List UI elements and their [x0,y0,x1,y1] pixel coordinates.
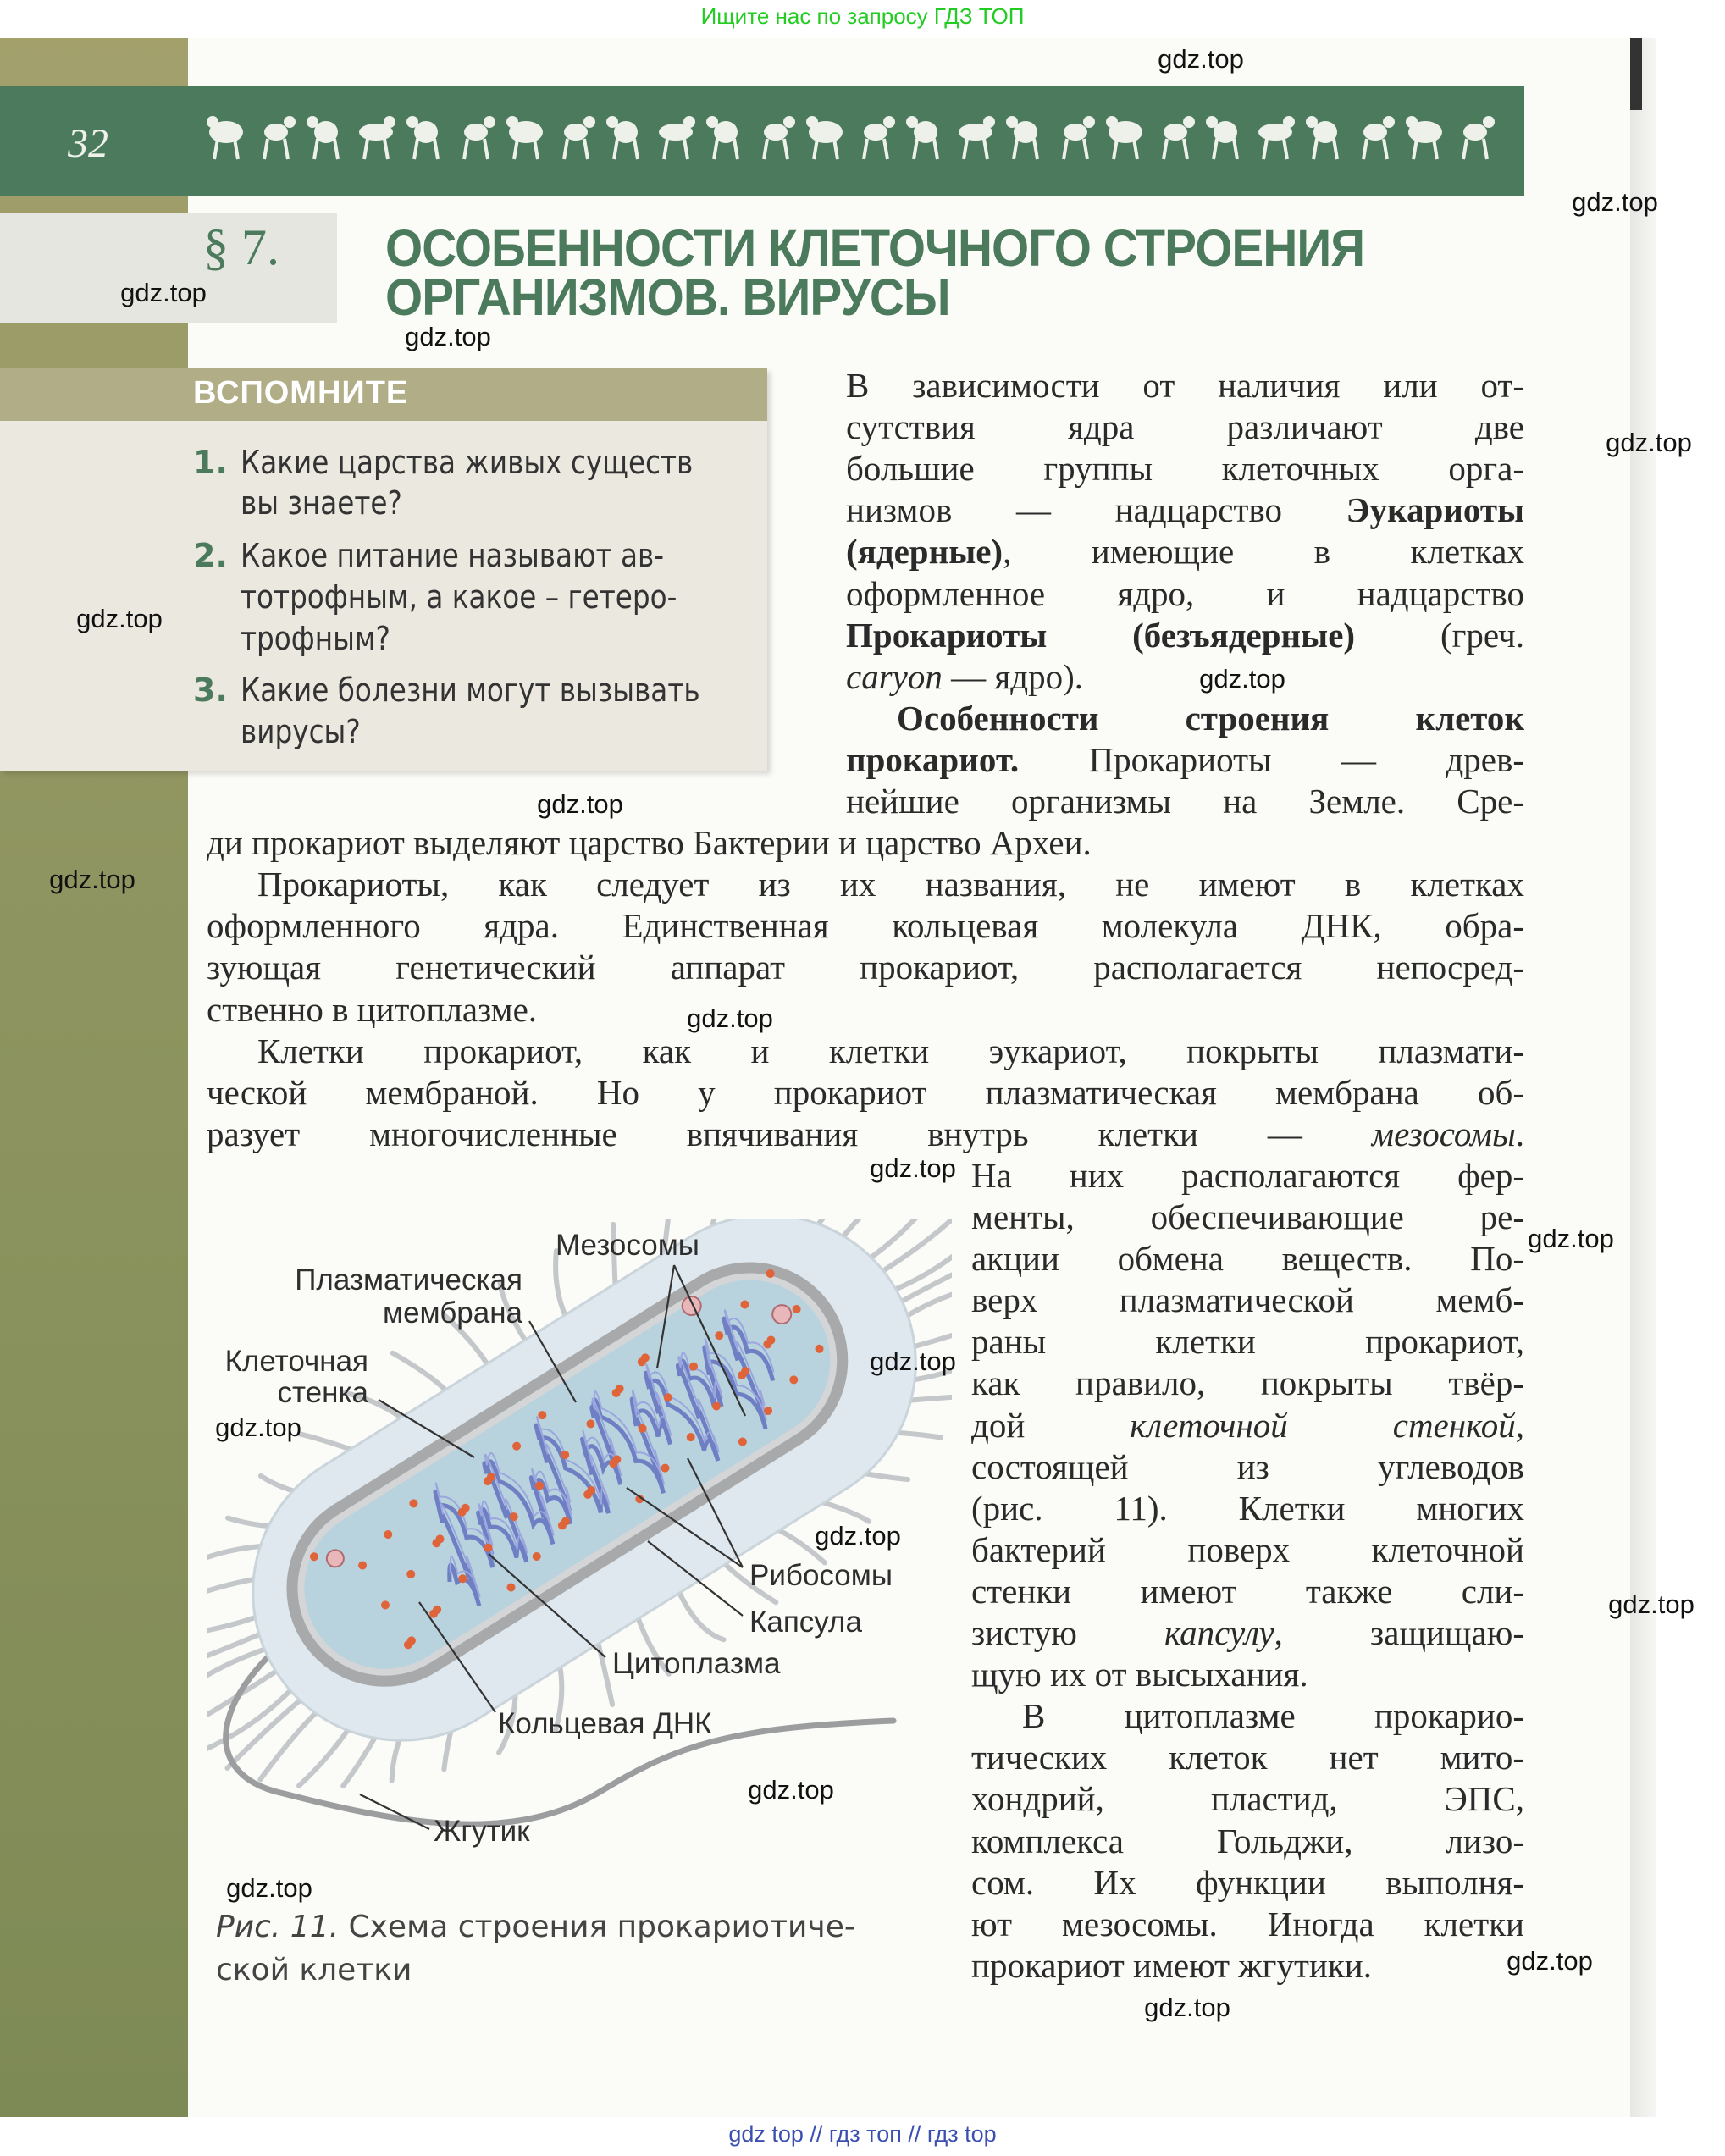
animal-legs [1164,139,1187,159]
caption-line-1: Схема строения прокариотиче- [339,1910,855,1944]
question-text: тотрофным, а какое – гетеро- [241,578,677,616]
question-text: вы знаете? [241,484,402,522]
gdz-watermark: gdz.top [1507,1946,1593,1976]
bold-term: Эукариоты [1346,490,1524,530]
animal-body [1363,124,1387,141]
gdz-watermark: gdz.top [49,865,135,894]
text-segment: хондрий, пластид, ЭПС, [971,1779,1524,1819]
text-line [971,1903,1524,1945]
animal-silhouette-icon [659,116,695,159]
page-margin-strip [0,38,188,2117]
text-line [207,1113,1524,1155]
section-title-line-2: ОРГАНИЗМОВ. ВИРУСЫ [385,268,950,326]
text-line [971,1404,1524,1446]
animal-head [1383,116,1395,128]
animal-head [1006,116,1018,128]
question-number: 1. [193,444,228,481]
text-segment: сом. Их функции выполня- [971,1862,1524,1902]
section-title-line-1: ОСОБЕННОСТИ КЛЕТОЧНОГО СТРОЕНИЯ [385,219,1365,277]
text-line [846,614,1524,656]
animal-head [1106,116,1118,128]
animal-head [706,116,718,128]
text-segment: , защищаю- [1274,1613,1524,1652]
gdz-watermark: gdz.top [1528,1224,1614,1253]
search-hint-banner: Ищите нас по запросу ГДЗ ТОП [700,3,1025,29]
text-line [207,821,1524,864]
text-line [971,1653,1524,1695]
text-line [846,780,1524,822]
label-plasma-membrane-1: Плазматическая [295,1263,522,1296]
text-line [846,364,1524,406]
animal-silhouette-icon [1206,116,1237,159]
text-line [971,1861,1524,1904]
figure-caption [216,1905,915,1992]
animal-silhouette-icon [359,116,395,159]
text-segment: Прокариоты, как следует из их названия, не имеют в клетках [257,865,1524,904]
gdz-watermark: gdz.top [1199,664,1285,694]
page-edge-bar [1630,38,1642,110]
text-line [846,447,1524,489]
animal-head [1483,116,1495,128]
animal-body [1463,124,1487,141]
text-segment: оформленного ядра. Единственная кольцевая молекула ДНК, обра- [207,906,1524,946]
text-segment: зистую [971,1613,1164,1652]
animal-head [506,116,518,128]
text-line [846,530,1524,572]
animal-silhouette-icon [1064,116,1095,159]
animal-body [764,124,788,141]
italic-term: caryon [846,656,943,696]
label-cell-wall-1: Клеточная [224,1345,368,1378]
text-segment: зующая генетический аппарат прокариот, располагается непосред- [207,948,1524,987]
animal-head [1306,116,1318,128]
text-segment: На них располагаются фер- [971,1155,1524,1195]
question-text: Какое питание называют ав- [241,537,665,574]
text-segment: В цитоплазме прокарио- [1022,1696,1524,1736]
animal-silhouette-icon [1106,116,1142,159]
text-line [971,1362,1524,1404]
question-text: Какие царства живых существ [241,444,694,481]
animal-legs [864,139,887,159]
question-text: вирусы? [241,713,361,750]
animal-head [207,116,218,128]
label-ribosomes: Рибосомы [749,1559,893,1592]
label-flagellum: Жгутик [434,1815,530,1848]
gdz-watermark: gdz.top [226,1873,312,1903]
page-number: 32 [68,121,108,166]
animal-legs [364,139,388,159]
question-number: 3. [193,672,228,709]
text-segment: низмов — надцарство [846,490,1346,530]
italic-term: мезосомы [1371,1114,1516,1153]
animal-head [1283,116,1295,128]
text-segment: . [1515,1114,1524,1153]
text-line [971,1777,1524,1820]
text-line [971,1944,1524,1987]
text-segment: прокариот имеют жгутики. [971,1945,1372,1985]
text-line [971,1736,1524,1778]
animal-silhouette-icon [1306,116,1337,159]
animal-head [384,116,395,128]
animal-silhouette-icon [464,116,495,159]
gdz-watermark: gdz.top [748,1775,834,1805]
label-capsule: Капсула [749,1606,862,1639]
text-line [846,406,1524,448]
text-line [971,1320,1524,1363]
text-segment: щую их от высыхания. [971,1655,1308,1694]
text-line [257,863,1524,905]
footer-watermark: gdz top // гдз топ // гдз top [728,2121,997,2147]
text-segment: стенки имеют также сли- [971,1571,1524,1611]
animal-head [1206,116,1218,128]
animal-head [1406,116,1418,128]
label-mesosomes: Мезосомы [556,1229,699,1262]
text-segment: ческой мембраной. Но у прокариот плазматическая мембрана об- [207,1072,1524,1112]
animal-body [1164,124,1187,141]
section-number: § 7. [203,219,279,275]
gdz-watermark: gdz.top [537,789,623,819]
text-line [207,946,1524,988]
animal-legs [464,139,488,159]
animal-silhouette-icon [706,116,738,159]
text-segment: ют мезосомы. Иногда клетки [971,1904,1524,1943]
gdz-watermark: gdz.top [1572,187,1658,217]
animal-head [906,116,918,128]
animal-silhouette-icon [406,116,438,159]
text-segment: менты, обеспечивающие ре- [971,1197,1524,1236]
animal-silhouette-icon [207,116,243,159]
text-line [207,904,1524,947]
gdz-watermark: gdz.top [405,322,491,351]
animal-silhouette-icon [1164,116,1195,159]
question-number: 2. [193,537,228,574]
bold-term: Прокариоты (безъядерные) [846,615,1356,655]
text-segment: ди прокариот выделяют царство Бактерии и царство Археи. [207,823,1092,863]
gdz-watermark: gdz.top [815,1521,901,1551]
animal-head [1083,116,1095,128]
animal-silhouette-icon [264,116,296,159]
text-segment: разует многочисленные впячивания внутрь клетки — [207,1114,1372,1153]
animal-silhouette-icon [606,116,638,159]
text-line [971,1487,1524,1529]
animal-silhouette-icon [1406,116,1442,159]
italic-term: капсулу [1164,1613,1274,1652]
animal-head [606,116,618,128]
text-line [846,738,1524,781]
gdz-watermark: gdz.top [76,604,163,633]
text-segment: бактерий поверх клеточной [971,1529,1524,1569]
text-segment: ственно в цитоплазме. [207,989,538,1029]
text-segment: тических клеток нет мито- [971,1738,1524,1777]
text-line [846,572,1524,615]
text-segment: сутствия ядра различают две [846,407,1524,447]
text-line [971,1820,1524,1862]
text-line [257,1030,1524,1072]
text-line [971,1529,1524,1571]
animal-head [1183,116,1195,128]
animal-silhouette-icon [506,116,543,159]
text-segment: В зависимости от наличия или от- [846,366,1524,405]
text-segment: акции обмена веществ. По- [971,1239,1524,1279]
animal-head [806,116,818,128]
text-segment: нейшие организмы на Земле. Сре- [846,782,1524,821]
bold-term: (ядерные) [846,532,1003,572]
animal-legs [1363,139,1387,159]
animal-head [307,116,318,128]
label-cell-wall-2: стенка [277,1376,368,1409]
animal-body [1064,124,1087,141]
bold-term: прокариот. [846,739,1020,779]
text-segment: , [1515,1405,1524,1445]
gdz-watermark: gdz.top [687,1003,773,1033]
text-line [897,697,1524,739]
text-line [971,1611,1524,1654]
text-line [207,988,1524,1031]
animal-legs [1263,139,1287,159]
gdz-watermark: gdz.top [120,278,207,307]
text-segment: Прокариоты — древ- [1019,739,1524,779]
text-segment: раны клетки прокариот, [971,1322,1524,1362]
text-segment: (греч. [1355,615,1524,655]
animal-silhouette-icon [1463,116,1495,159]
text-segment: Клетки прокариот, как и клетки эукариот, покрыты плазмати- [257,1031,1524,1070]
animal-silhouette-icon [906,116,937,159]
animal-legs [1064,139,1087,159]
text-segment: состоящей из углеводов [971,1446,1524,1486]
animal-head [783,116,795,128]
animal-head [583,116,595,128]
animal-head [983,116,995,128]
animal-legs [664,139,688,159]
animal-head [484,116,495,128]
text-segment: большие группы клеточных орга- [846,449,1524,489]
gdz-watermark: gdz.top [1144,1993,1230,2022]
animal-head [683,116,695,128]
gdz-watermark: gdz.top [1158,44,1244,74]
text-segment: дой [971,1405,1131,1445]
gdz-watermark: gdz.top [215,1412,301,1442]
text-segment: комплекса Гольджи, лизо- [971,1821,1524,1860]
text-line [846,489,1524,531]
animal-silhouette-icon [1363,116,1395,159]
animal-legs [564,139,588,159]
label-plasma-membrane-2: мембрана [383,1296,522,1330]
animal-legs [964,139,987,159]
text-segment: оформленное ядро, и надцарство [846,573,1524,613]
text-line [971,1279,1524,1321]
question-text: Какие болезни могут вызывать [241,672,700,709]
caption-prefix: Рис. 11. [216,1910,340,1944]
italic-term: клеточной стенкой [1130,1405,1516,1445]
animal-silhouette-icon [959,116,995,159]
bold-term: Особенности строения клеток [897,698,1524,738]
text-segment: — ядро). [942,656,1083,696]
animal-silhouette-icon [564,116,595,159]
gdz-watermark: gdz.top [1606,428,1692,457]
text-line [1022,1694,1524,1737]
animal-head [883,116,895,128]
animal-legs [764,139,788,159]
remind-title: ВСПОМНИТЕ [193,375,409,411]
animal-head [406,116,418,128]
animal-body [464,124,488,141]
caption-line-2: ской клетки [216,1953,412,1987]
text-line [971,1570,1524,1612]
label-cytoplasm: Цитоплазма [612,1647,781,1680]
animal-silhouette-icon [864,116,895,159]
animal-silhouette-icon [764,116,795,159]
animal-silhouettes-icon [199,100,1512,168]
text-segment: как правило, покрыты твёр- [971,1363,1524,1403]
text-line [971,1154,1524,1197]
text-segment: , имеющие в клетках [1003,532,1524,572]
label-dna: Кольцевая ДНК [498,1707,712,1740]
text-line [846,655,1524,698]
animal-legs [1463,139,1487,159]
text-segment: (рис. 11). Клетки многих [971,1488,1524,1528]
text-line [207,1071,1524,1114]
gdz-watermark: gdz.top [1608,1589,1695,1619]
animal-body [264,124,288,141]
animal-silhouette-icon [806,116,843,159]
animal-silhouette-icon [1006,116,1037,159]
animal-silhouette-icon [307,116,338,159]
question-text: трофным? [241,620,390,657]
gdz-watermark: gdz.top [870,1346,956,1376]
animal-legs [264,139,288,159]
gdz-watermark: gdz.top [870,1153,956,1183]
animal-body [864,124,887,141]
animal-head [284,116,296,128]
text-line [971,1196,1524,1238]
text-line [971,1237,1524,1280]
text-line [971,1446,1524,1488]
text-segment: верх плазматической мемб- [971,1280,1524,1320]
page-edge [1630,38,1656,2117]
animal-body [564,124,588,141]
animal-silhouette-icon [1258,116,1295,159]
